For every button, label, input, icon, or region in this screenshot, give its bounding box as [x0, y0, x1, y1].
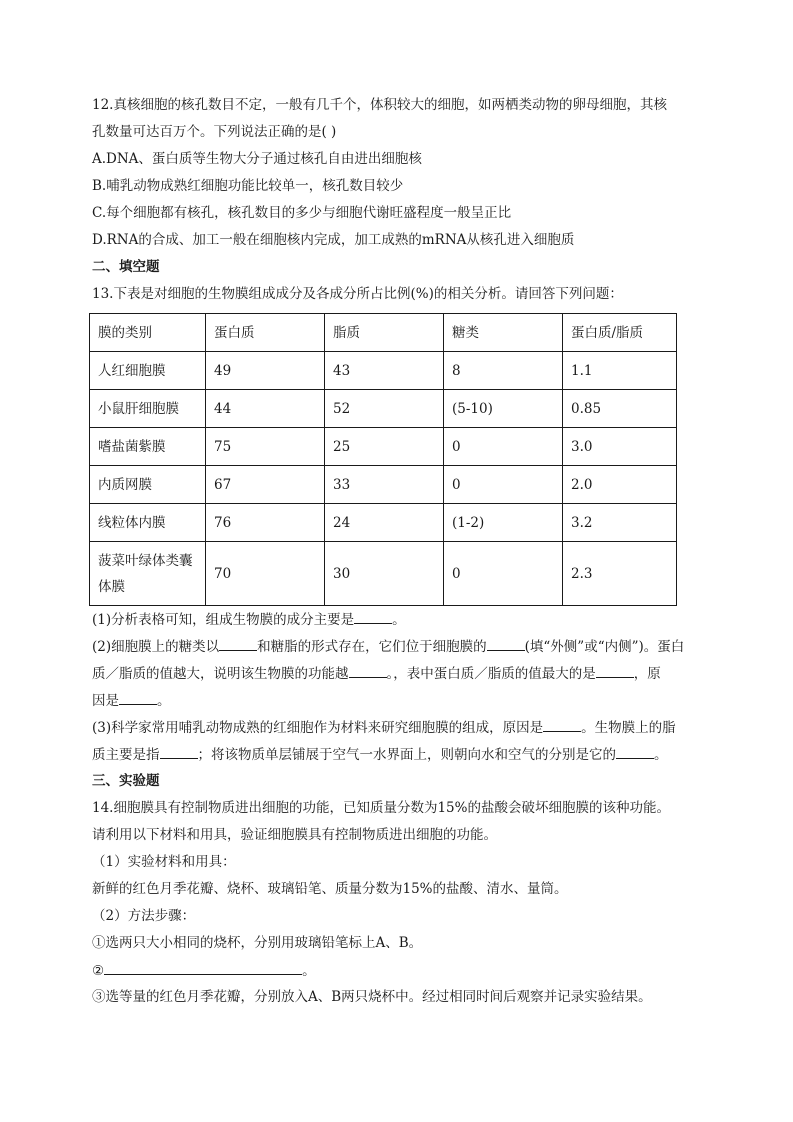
answer-blank[interactable]: [543, 717, 581, 732]
q13-part2-line3: [92, 690, 171, 711]
table-header-row: [90, 314, 677, 352]
q14-materials-title: （1）实验材料和用具：: [92, 854, 236, 870]
table-cell: 线粒体内膜: [90, 504, 206, 542]
q13-p1-text-end: 。: [392, 612, 406, 628]
table-cell: 小鼠肝细胞膜: [90, 390, 206, 428]
q13-p3-text: ；将该物质单层铺展于空气一水界面上，则朝向水和空气的分别是它的: [197, 747, 616, 763]
table-cell: 2.0: [563, 466, 677, 504]
q13-p2-text: 质／脂质的值越大，说明该生物膜的功能越: [92, 666, 349, 682]
q13-p2-text: ，原: [633, 666, 661, 682]
q13-part2-line2: [92, 663, 661, 684]
table-cell: 30: [325, 542, 444, 606]
header-cell: 蛋白质: [206, 314, 325, 352]
table-cell: (5-10): [444, 390, 563, 428]
q14-materials: 新鲜的红色月季花瓣、烧杯、玻璃铅笔、质量分数为15%的盐酸、清水、量筒。: [92, 881, 568, 897]
answer-blank[interactable]: [119, 690, 157, 705]
answer-blank[interactable]: [354, 609, 392, 624]
q14-step1: ①选两只大小相同的烧杯，分别用玻璃铅笔标上A、B。: [92, 935, 423, 951]
table-cell: 70: [206, 542, 325, 606]
q14-step2: [92, 960, 316, 981]
table-cell-line: 体膜: [98, 578, 125, 595]
table-cell-line: 菠菜叶绿体类囊: [98, 552, 193, 569]
q12-option-c: C.每个细胞都有核孔，核孔数目的多少与细胞代谢旺盛程度一般呈正比: [92, 205, 512, 221]
table-cell: 25: [325, 428, 444, 466]
q13-p1-text: (1)分析表格可知，组成生物膜的成分主要是: [92, 612, 355, 628]
q13-part2-line1: [92, 636, 684, 657]
table-cell-multiline: [90, 542, 206, 606]
table-cell: 嗜盐菌紫膜: [90, 428, 206, 466]
table-cell: 0.85: [563, 390, 677, 428]
q13-part1: [92, 609, 406, 630]
q14-steps-title: （2）方法步骤：: [92, 908, 196, 924]
q13-p3-text: 质主要是指: [92, 747, 160, 763]
table-cell: 49: [206, 352, 325, 390]
table-cell: 2.3: [563, 542, 677, 606]
table-cell: 内质网膜: [90, 466, 206, 504]
q13-p3-text: 。: [654, 747, 668, 763]
table-cell: 76: [206, 504, 325, 542]
table-row: [90, 352, 677, 390]
table-cell: 67: [206, 466, 325, 504]
q13-part3-line2: [92, 744, 668, 765]
answer-blank[interactable]: [596, 663, 634, 678]
table-cell: 52: [325, 390, 444, 428]
q13-p2-text: 和糖脂的形式存在，它们位于细胞膜的: [257, 639, 487, 655]
q13-p2-text: 。: [157, 693, 171, 709]
header-cell: 膜的类别: [90, 314, 206, 352]
q14-step2-suffix: 。: [302, 963, 316, 979]
table-cell: 44: [206, 390, 325, 428]
q13-p3-text: 。生物膜上的脂: [581, 720, 676, 736]
answer-blank[interactable]: [616, 744, 654, 759]
q14-stem-line2: 请利用以下材料和用具，验证细胞膜具有控制物质进出细胞的功能。: [92, 827, 497, 843]
q14-step2-prefix: ②: [92, 963, 105, 979]
q12-option-a: A.DNA、蛋白质等生物大分子通过核孔自由进出细胞核: [92, 151, 422, 167]
q13-part3-line1: [92, 717, 676, 738]
table-cell: 0: [444, 428, 563, 466]
section2-heading: 二、填空题: [92, 259, 160, 275]
table-row: [90, 466, 677, 504]
header-cell: 糖类: [444, 314, 563, 352]
table-cell: 1.1: [563, 352, 677, 390]
header-cell: 脂质: [325, 314, 444, 352]
q13-p2-text: (填“外侧”或“内侧”)。蛋白: [524, 639, 685, 655]
q14-stem-line1: 14.细胞膜具有控制物质进出细胞的功能，已知质量分数为15%的盐酸会破坏细胞膜的该种功能。: [92, 800, 670, 816]
table-cell: 3.2: [563, 504, 677, 542]
table-cell: 33: [325, 466, 444, 504]
q13-p2-text: (2)细胞膜上的糖类以: [92, 639, 220, 655]
q12-stem-line2: 孔数量可达百万个。下列说法正确的是( ): [92, 124, 337, 140]
membrane-composition-table: [89, 313, 677, 606]
table-row: [90, 504, 677, 542]
table-cell: 3.0: [563, 428, 677, 466]
q13-p2-text: 。，表中蛋白质／脂质的值最大的是: [386, 666, 596, 682]
q13-p2-text: 因是: [92, 693, 119, 709]
answer-blank[interactable]: [219, 636, 257, 651]
q13-stem: 13.下表是对细胞的生物膜组成成分及各成分所占比例(%)的相关分析。请回答下列问题：: [92, 286, 623, 302]
q12-option-b: B.哺乳动物成熟红细胞功能比较单一，核孔数目较少: [92, 178, 404, 194]
table-cell: 75: [206, 428, 325, 466]
table-cell: 43: [325, 352, 444, 390]
section3-heading: 三、实验题: [92, 773, 160, 789]
answer-blank[interactable]: [349, 663, 387, 678]
table-cell: 24: [325, 504, 444, 542]
header-cell: 蛋白质/脂质: [563, 314, 677, 352]
table-row: [90, 390, 677, 428]
q13-p3-text: (3)科学家常用哺乳动物成熟的红细胞作为材料来研究细胞膜的组成，原因是: [92, 720, 544, 736]
answer-blank[interactable]: [487, 636, 525, 651]
table-cell: 0: [444, 466, 563, 504]
table-cell: 0: [444, 542, 563, 606]
table-cell: (1-2): [444, 504, 563, 542]
table-row: [90, 542, 677, 606]
q12-option-d: D.RNA的合成、加工一般在细胞核内完成，加工成熟的mRNA从核孔进入细胞质: [92, 232, 575, 248]
q14-step3: ③选等量的红色月季花瓣，分别放入A、B两只烧杯中。经过相同时间后观察并记录实验结果。: [92, 989, 652, 1005]
table-cell: 8: [444, 352, 563, 390]
table-row: [90, 428, 677, 466]
answer-blank[interactable]: [104, 960, 302, 975]
table-cell: 人红细胞膜: [90, 352, 206, 390]
q12-stem-line1: 12.真核细胞的核孔数目不定，一般有几千个，体积较大的细胞，如两栖类动物的卵母细胞，其核: [92, 97, 667, 113]
answer-blank[interactable]: [160, 744, 198, 759]
